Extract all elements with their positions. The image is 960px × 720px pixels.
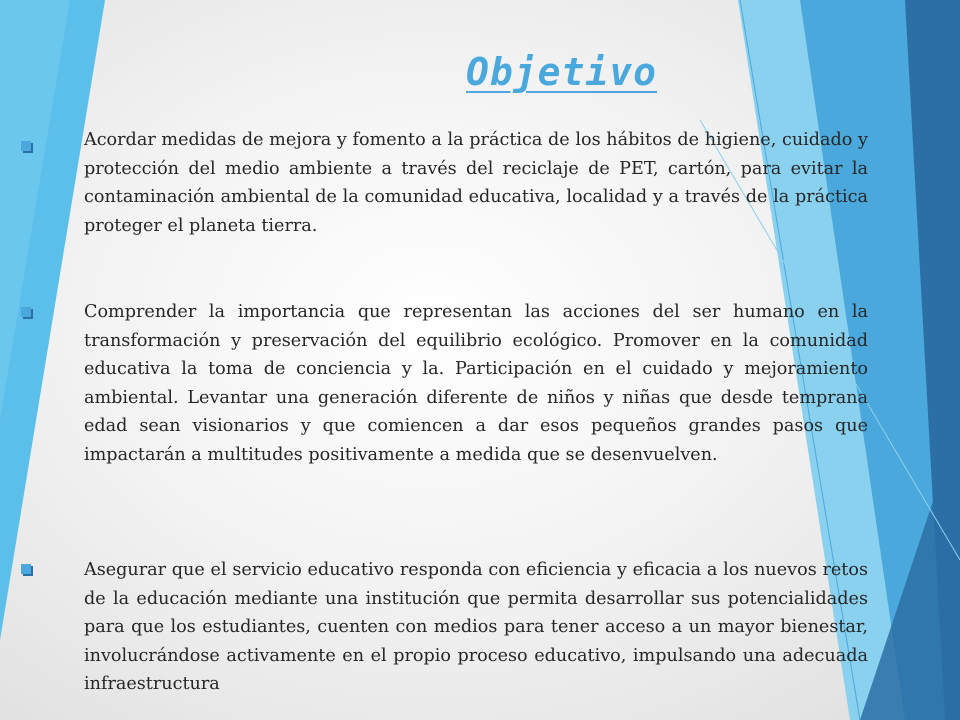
square-bullet-icon	[20, 140, 34, 154]
slide-title: Objetivo	[466, 50, 658, 94]
objective-paragraph-1: Acordar medidas de mejora y fomento a la práctica de los hábitos de higiene, cuidado y protección del medio ambiente a través del reciclaje de PET, cartón, para evitar la contaminación ambiental de la comunidad educativa, localidad y a través de la práctica proteger el planeta tierra.	[84, 130, 868, 236]
square-bullet-icon	[20, 563, 34, 577]
objective-paragraph-3: Asegurar que el servicio educativo responda con eficiencia y eficacia a los nuevos retos de la educación mediante una institución que permita desarrollar sus potencialidades para que los estudiantes, cuenten con medios para tener acceso a un mayor bienestar, involucrándose activamente en el propio proceso educativo, impulsando una adecuada infraestructura	[84, 560, 868, 694]
square-bullet-icon	[20, 306, 34, 320]
objective-paragraph-2: Comprender la importancia que representan las acciones del ser humano en la transformación y preservación del equilibrio ecológico. Promover en la comunidad educativa la toma de conciencia y la. Participación en el cuidado y mejoramiento ambiental. Levantar una generación diferente de niños y niñas que desde temprana edad sean visionarios y que comiencen a dar esos pequeños grandes pasos que impactarán a multitudes positivamente a medida que se desenvuelven.	[84, 302, 868, 465]
